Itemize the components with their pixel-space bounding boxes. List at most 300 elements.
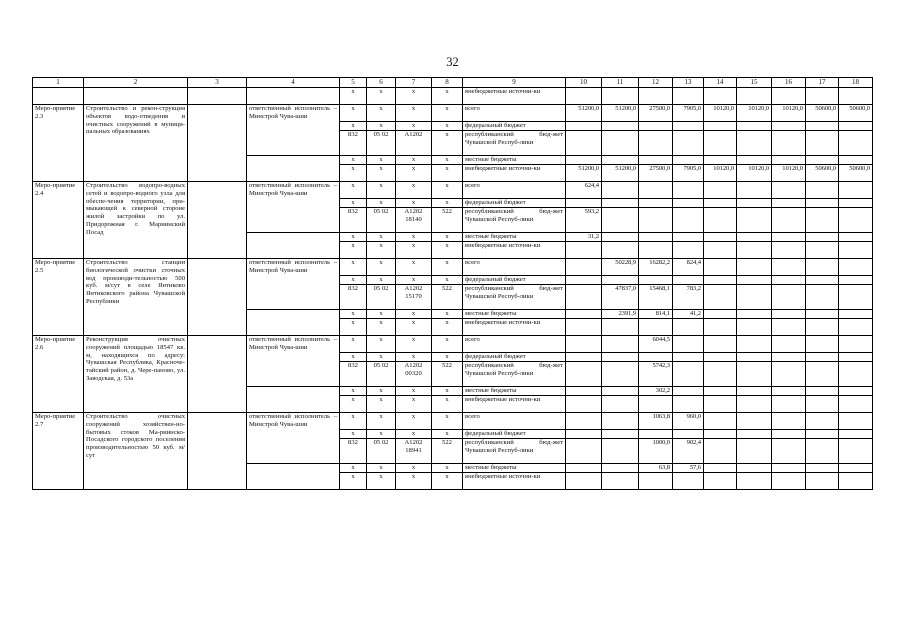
expense-type-cell: 522 — [432, 208, 463, 233]
header-cell: 9 — [463, 78, 566, 88]
amount-cell — [806, 199, 839, 208]
budget-code-cell: x — [340, 122, 367, 131]
amount-cell — [704, 430, 737, 439]
target-code-cell: x — [396, 199, 432, 208]
expense-type-cell: x — [432, 156, 463, 165]
amount-cell: 7905,0 — [673, 165, 704, 182]
budget-code-cell: x — [340, 473, 367, 490]
amount-cell — [806, 285, 839, 310]
table-row — [33, 336, 873, 353]
section-code-cell: x — [367, 259, 396, 276]
table-row — [33, 413, 873, 430]
amount-cell — [772, 199, 806, 208]
amount-cell — [566, 413, 602, 430]
target-code-cell: x — [396, 156, 432, 165]
amount-cell — [737, 473, 772, 490]
amount-cell — [806, 439, 839, 464]
amount-cell — [772, 276, 806, 285]
amount-cell — [737, 413, 772, 430]
amount-cell: 31,2 — [566, 233, 602, 242]
amount-cell — [639, 473, 673, 490]
executor-cell — [247, 233, 340, 259]
amount-cell — [806, 396, 839, 413]
amount-cell: 10120,0 — [737, 165, 772, 182]
amount-cell — [772, 439, 806, 464]
amount-cell — [772, 464, 806, 473]
executor-cell — [247, 156, 340, 182]
funding-source-cell: республиканский бюд-жет Чувашской Респуб-лики — [463, 439, 566, 464]
funding-source-cell: внебюджетные источни-ки — [463, 473, 566, 490]
amount-cell — [566, 242, 602, 259]
expense-type-cell: 522 — [432, 439, 463, 464]
expense-type-cell: x — [432, 122, 463, 131]
section-code-cell: x — [367, 88, 396, 105]
amount-cell — [602, 242, 639, 259]
amount-cell — [639, 122, 673, 131]
amount-cell — [566, 199, 602, 208]
amount-cell — [602, 131, 639, 156]
amount-cell — [566, 131, 602, 156]
amount-cell — [737, 208, 772, 233]
expense-type-cell: x — [432, 413, 463, 430]
target-code-cell: x — [396, 336, 432, 353]
amount-cell — [602, 387, 639, 396]
amount-cell — [704, 122, 737, 131]
budget-code-cell: x — [340, 310, 367, 319]
amount-cell — [602, 353, 639, 362]
header-cell: 5 — [340, 78, 367, 88]
amount-cell: 50600,0 — [839, 165, 873, 182]
activity-description-cell: Строительство и рекон-струкция объектов водо-отведения и очистных сооружений в муници-пальных образованиях — [84, 105, 188, 182]
amount-cell — [839, 182, 873, 199]
amount-cell — [602, 413, 639, 430]
budget-code-cell: x — [340, 396, 367, 413]
amount-cell — [602, 199, 639, 208]
amount-cell: 47837,0 — [602, 285, 639, 310]
amount-cell — [639, 199, 673, 208]
funding-source-cell: внебюджетные источни-ки — [463, 319, 566, 336]
amount-cell — [673, 362, 704, 387]
section-code-cell: x — [367, 165, 396, 182]
amount-cell — [673, 430, 704, 439]
amount-cell — [806, 362, 839, 387]
expense-type-cell: x — [432, 336, 463, 353]
page-number: 32 — [446, 55, 459, 69]
amount-cell — [806, 430, 839, 439]
header-cell: 4 — [247, 78, 340, 88]
target-code-cell: x — [396, 387, 432, 396]
participant-cell — [188, 182, 247, 259]
section-code-cell: x — [367, 396, 396, 413]
amount-cell — [806, 259, 839, 276]
amount-cell: 63,8 — [639, 464, 673, 473]
amount-cell — [602, 208, 639, 233]
header-cell: 2 — [84, 78, 188, 88]
continuation-row — [33, 88, 873, 105]
amount-cell — [602, 439, 639, 464]
amount-cell — [772, 285, 806, 310]
amount-cell: 57,6 — [673, 464, 704, 473]
amount-cell — [737, 285, 772, 310]
amount-cell — [772, 336, 806, 353]
executor-cell: ответственный исполнитель – Минстрой Чува-шии — [247, 182, 340, 233]
amount-cell — [737, 233, 772, 242]
section-code-cell: 05 02 — [367, 131, 396, 156]
expense-type-cell: x — [432, 310, 463, 319]
activity-description-cell: Строительство водопро-водных сетей и водопро-водного узла для обеспе-чения территории, при-мыкающей к северной стороне жилой застройки по ул. Придорожная г. Мариинский Посад — [84, 182, 188, 259]
target-code-cell: x — [396, 105, 432, 122]
section-code-cell: x — [367, 353, 396, 362]
amount-cell — [704, 182, 737, 199]
amount-cell — [639, 208, 673, 233]
expense-type-cell: x — [432, 199, 463, 208]
section-code-cell: x — [367, 105, 396, 122]
amount-cell — [839, 156, 873, 165]
amount-cell: 51200,0 — [602, 105, 639, 122]
budget-code-cell: x — [340, 319, 367, 336]
target-code-cell: x — [396, 310, 432, 319]
budget-code-cell: x — [340, 165, 367, 182]
executor-cell: ответственный исполнитель – Минстрой Чува-шии — [247, 413, 340, 464]
header-cell: 10 — [566, 78, 602, 88]
amount-cell — [566, 473, 602, 490]
target-code-cell: x — [396, 464, 432, 473]
budget-code-cell: x — [340, 88, 367, 105]
amount-cell — [602, 156, 639, 165]
target-code-cell: x — [396, 233, 432, 242]
amount-cell — [566, 464, 602, 473]
expense-type-cell: x — [432, 88, 463, 105]
amount-cell — [566, 439, 602, 464]
amount-cell — [566, 276, 602, 285]
section-code-cell: x — [367, 122, 396, 131]
amount-cell — [737, 387, 772, 396]
amount-cell: 10120,0 — [737, 105, 772, 122]
funding-source-cell: всего — [463, 105, 566, 122]
amount-cell — [639, 242, 673, 259]
amount-cell — [673, 396, 704, 413]
expense-type-cell: 522 — [432, 285, 463, 310]
amount-cell: 10120,0 — [704, 165, 737, 182]
amount-cell — [673, 319, 704, 336]
table-row — [33, 259, 873, 276]
amount-cell — [704, 413, 737, 430]
amount-cell — [772, 362, 806, 387]
table-body — [33, 88, 873, 490]
expense-type-cell: x — [432, 464, 463, 473]
amount-cell — [737, 122, 772, 131]
participant-cell — [188, 336, 247, 413]
funding-source-cell: внебюджетные источни-ки — [463, 165, 566, 182]
amount-cell — [772, 156, 806, 165]
amount-cell — [639, 396, 673, 413]
funding-source-cell: федеральный бюджет — [463, 430, 566, 439]
amount-cell — [806, 387, 839, 396]
amount-cell — [704, 464, 737, 473]
amount-cell — [639, 131, 673, 156]
amount-cell: 50600,0 — [806, 165, 839, 182]
amount-cell — [772, 182, 806, 199]
activity-label-cell: Меро-приятие 2.7 — [33, 413, 84, 490]
amount-cell — [602, 233, 639, 242]
amount-cell: 593,2 — [566, 208, 602, 233]
amount-cell — [839, 199, 873, 208]
amount-cell — [806, 464, 839, 473]
amount-cell: 5742,3 — [639, 362, 673, 387]
amount-cell — [772, 353, 806, 362]
amount-cell — [772, 310, 806, 319]
funding-source-cell: республиканский бюд-жет Чувашской Респуб-лики — [463, 131, 566, 156]
amount-cell: 902,4 — [673, 439, 704, 464]
table-row — [33, 105, 873, 122]
funding-source-cell: всего — [463, 182, 566, 199]
amount-cell — [737, 276, 772, 285]
amount-cell — [673, 276, 704, 285]
amount-cell — [737, 464, 772, 473]
amount-cell: 6044,5 — [639, 336, 673, 353]
amount-cell — [602, 362, 639, 387]
section-code-cell: 05 02 — [367, 362, 396, 387]
amount-cell — [839, 285, 873, 310]
target-code-cell: x — [396, 122, 432, 131]
amount-cell — [639, 182, 673, 199]
section-code-cell: x — [367, 430, 396, 439]
amount-cell — [806, 473, 839, 490]
amount-cell: 1000,0 — [639, 439, 673, 464]
amount-cell — [839, 413, 873, 430]
section-code-cell: x — [367, 310, 396, 319]
amount-cell — [566, 430, 602, 439]
amount-cell — [704, 208, 737, 233]
section-code-cell: 05 02 — [367, 439, 396, 464]
amount-cell — [704, 353, 737, 362]
budget-code-cell: x — [340, 105, 367, 122]
budget-code-cell: 832 — [340, 208, 367, 233]
amount-cell — [602, 336, 639, 353]
amount-cell — [566, 362, 602, 387]
budget-code-cell: x — [340, 233, 367, 242]
section-code-cell: x — [367, 199, 396, 208]
amount-cell: 302,2 — [639, 387, 673, 396]
amount-cell — [737, 362, 772, 387]
amount-cell: 814,1 — [639, 310, 673, 319]
budget-code-cell: x — [340, 242, 367, 259]
amount-cell: 10120,0 — [772, 105, 806, 122]
amount-cell: 27500,0 — [639, 105, 673, 122]
expense-type-cell: x — [432, 259, 463, 276]
participant-cell — [188, 259, 247, 336]
column-number-row — [33, 78, 873, 88]
amount-cell — [806, 413, 839, 430]
expense-type-cell: x — [432, 387, 463, 396]
amount-cell — [737, 439, 772, 464]
budget-code-cell: x — [340, 259, 367, 276]
target-code-cell: A1202 18140 — [396, 208, 432, 233]
amount-cell — [806, 310, 839, 319]
budget-code-cell: x — [340, 156, 367, 165]
amount-cell — [772, 319, 806, 336]
amount-cell — [839, 473, 873, 490]
amount-cell — [704, 310, 737, 319]
amount-cell — [639, 233, 673, 242]
amount-cell — [704, 362, 737, 387]
budget-code-cell: 832 — [340, 285, 367, 310]
amount-cell: 41,2 — [673, 310, 704, 319]
expense-type-cell: x — [432, 276, 463, 285]
amount-cell — [673, 473, 704, 490]
amount-cell — [839, 233, 873, 242]
amount-cell: 50228,9 — [602, 259, 639, 276]
amount-cell — [806, 233, 839, 242]
target-code-cell: x — [396, 165, 432, 182]
amount-cell — [673, 233, 704, 242]
amount-cell — [737, 259, 772, 276]
target-code-cell: A1202 — [396, 131, 432, 156]
funding-source-cell: внебюджетные источни-ки — [463, 88, 566, 105]
expense-type-cell: x — [432, 353, 463, 362]
budget-code-cell: x — [340, 464, 367, 473]
amount-cell — [704, 233, 737, 242]
header-cell: 3 — [188, 78, 247, 88]
funding-source-cell: местные бюджеты — [463, 464, 566, 473]
amount-cell — [772, 259, 806, 276]
amount-cell — [737, 131, 772, 156]
amount-cell — [839, 122, 873, 131]
expense-type-cell: x — [432, 319, 463, 336]
expense-type-cell: x — [432, 182, 463, 199]
amount-cell — [737, 353, 772, 362]
expense-type-cell: x — [432, 473, 463, 490]
amount-cell — [566, 310, 602, 319]
expense-type-cell: x — [432, 233, 463, 242]
amount-cell — [602, 319, 639, 336]
budget-code-cell: x — [340, 199, 367, 208]
activity-label-cell: Меро-приятие 2.5 — [33, 259, 84, 336]
amount-cell — [639, 430, 673, 439]
activity-label-cell: Меро-приятие 2.3 — [33, 105, 84, 182]
section-code-cell: x — [367, 413, 396, 430]
section-code-cell: 05 02 — [367, 208, 396, 233]
target-code-cell: x — [396, 276, 432, 285]
amount-cell: 960,0 — [673, 413, 704, 430]
amount-cell — [806, 182, 839, 199]
amount-cell — [566, 156, 602, 165]
executor-cell: ответственный исполнитель – Минстрой Чува-шии — [247, 105, 340, 156]
amount-cell: 51200,0 — [566, 165, 602, 182]
amount-cell — [772, 387, 806, 396]
amount-cell — [737, 310, 772, 319]
funding-source-cell: федеральный бюджет — [463, 276, 566, 285]
target-code-cell: x — [396, 88, 432, 105]
funding-source-cell: федеральный бюджет — [463, 199, 566, 208]
activity-description-cell: Строительство станции биологической очистки сточных вод производи-тельностью 500 куб. м/сут в селе Янтиково Янтиковского района Чувашской Республики — [84, 259, 188, 336]
section-code-cell: x — [367, 182, 396, 199]
amount-cell — [566, 285, 602, 310]
header-cell: 13 — [673, 78, 704, 88]
section-code-cell: x — [367, 464, 396, 473]
funding-source-cell: республиканский бюд-жет Чувашской Респуб-лики — [463, 362, 566, 387]
budget-code-cell: x — [340, 413, 367, 430]
funding-source-cell: местные бюджеты — [463, 387, 566, 396]
amount-cell: 16282,2 — [639, 259, 673, 276]
funding-source-cell: всего — [463, 413, 566, 430]
program-table — [32, 77, 873, 490]
amount-cell — [737, 319, 772, 336]
amount-cell — [737, 430, 772, 439]
amount-cell — [704, 199, 737, 208]
amount-cell — [772, 131, 806, 156]
amount-cell: 50600,0 — [806, 105, 839, 122]
amount-cell — [737, 182, 772, 199]
budget-code-cell: 832 — [340, 362, 367, 387]
amount-cell: 10120,0 — [772, 165, 806, 182]
budget-code-cell: 832 — [340, 439, 367, 464]
target-code-cell: x — [396, 396, 432, 413]
amount-cell — [673, 156, 704, 165]
amount-cell — [737, 156, 772, 165]
amount-cell — [602, 396, 639, 413]
amount-cell — [673, 122, 704, 131]
amount-cell — [704, 387, 737, 396]
header-cell: 14 — [704, 78, 737, 88]
amount-cell — [602, 276, 639, 285]
target-code-cell: x — [396, 259, 432, 276]
activity-description-cell: Строительство очистных сооружений хозяйствен-но-бытовых стоков Ма-риинско-Посадского городского поселения производительностью 50 куб. м/сут — [84, 413, 188, 490]
target-code-cell: x — [396, 353, 432, 362]
amount-cell — [737, 199, 772, 208]
amount-cell — [673, 387, 704, 396]
header-cell: 1 — [33, 78, 84, 88]
expense-type-cell: x — [432, 131, 463, 156]
amount-cell — [602, 122, 639, 131]
amount-cell — [806, 242, 839, 259]
amount-cell — [839, 387, 873, 396]
amount-cell — [772, 242, 806, 259]
budget-code-cell: x — [340, 387, 367, 396]
amount-cell — [772, 413, 806, 430]
funding-source-cell: местные бюджеты — [463, 156, 566, 165]
activity-label-cell: Меро-приятие 2.4 — [33, 182, 84, 259]
amount-cell: 50600,0 — [839, 105, 873, 122]
section-code-cell: x — [367, 473, 396, 490]
amount-cell — [839, 242, 873, 259]
executor-cell: ответственный исполнитель – Минстрой Чува-шии — [247, 336, 340, 387]
target-code-cell: x — [396, 430, 432, 439]
amount-cell — [704, 336, 737, 353]
amount-cell — [673, 353, 704, 362]
amount-cell — [737, 336, 772, 353]
funding-source-cell: всего — [463, 259, 566, 276]
header-cell: 17 — [806, 78, 839, 88]
table-row — [33, 182, 873, 199]
budget-code-cell: x — [340, 336, 367, 353]
amount-cell — [806, 353, 839, 362]
amount-cell — [704, 473, 737, 490]
funding-source-cell: внебюджетные источни-ки — [463, 396, 566, 413]
amount-cell — [772, 233, 806, 242]
amount-cell — [673, 199, 704, 208]
amount-cell — [566, 259, 602, 276]
amount-cell — [737, 242, 772, 259]
budget-code-cell: 832 — [340, 131, 367, 156]
header-cell: 11 — [602, 78, 639, 88]
executor-cell — [247, 464, 340, 490]
amount-cell — [839, 353, 873, 362]
amount-cell — [839, 319, 873, 336]
amount-cell — [839, 362, 873, 387]
expense-type-cell: x — [432, 430, 463, 439]
amount-cell — [772, 473, 806, 490]
